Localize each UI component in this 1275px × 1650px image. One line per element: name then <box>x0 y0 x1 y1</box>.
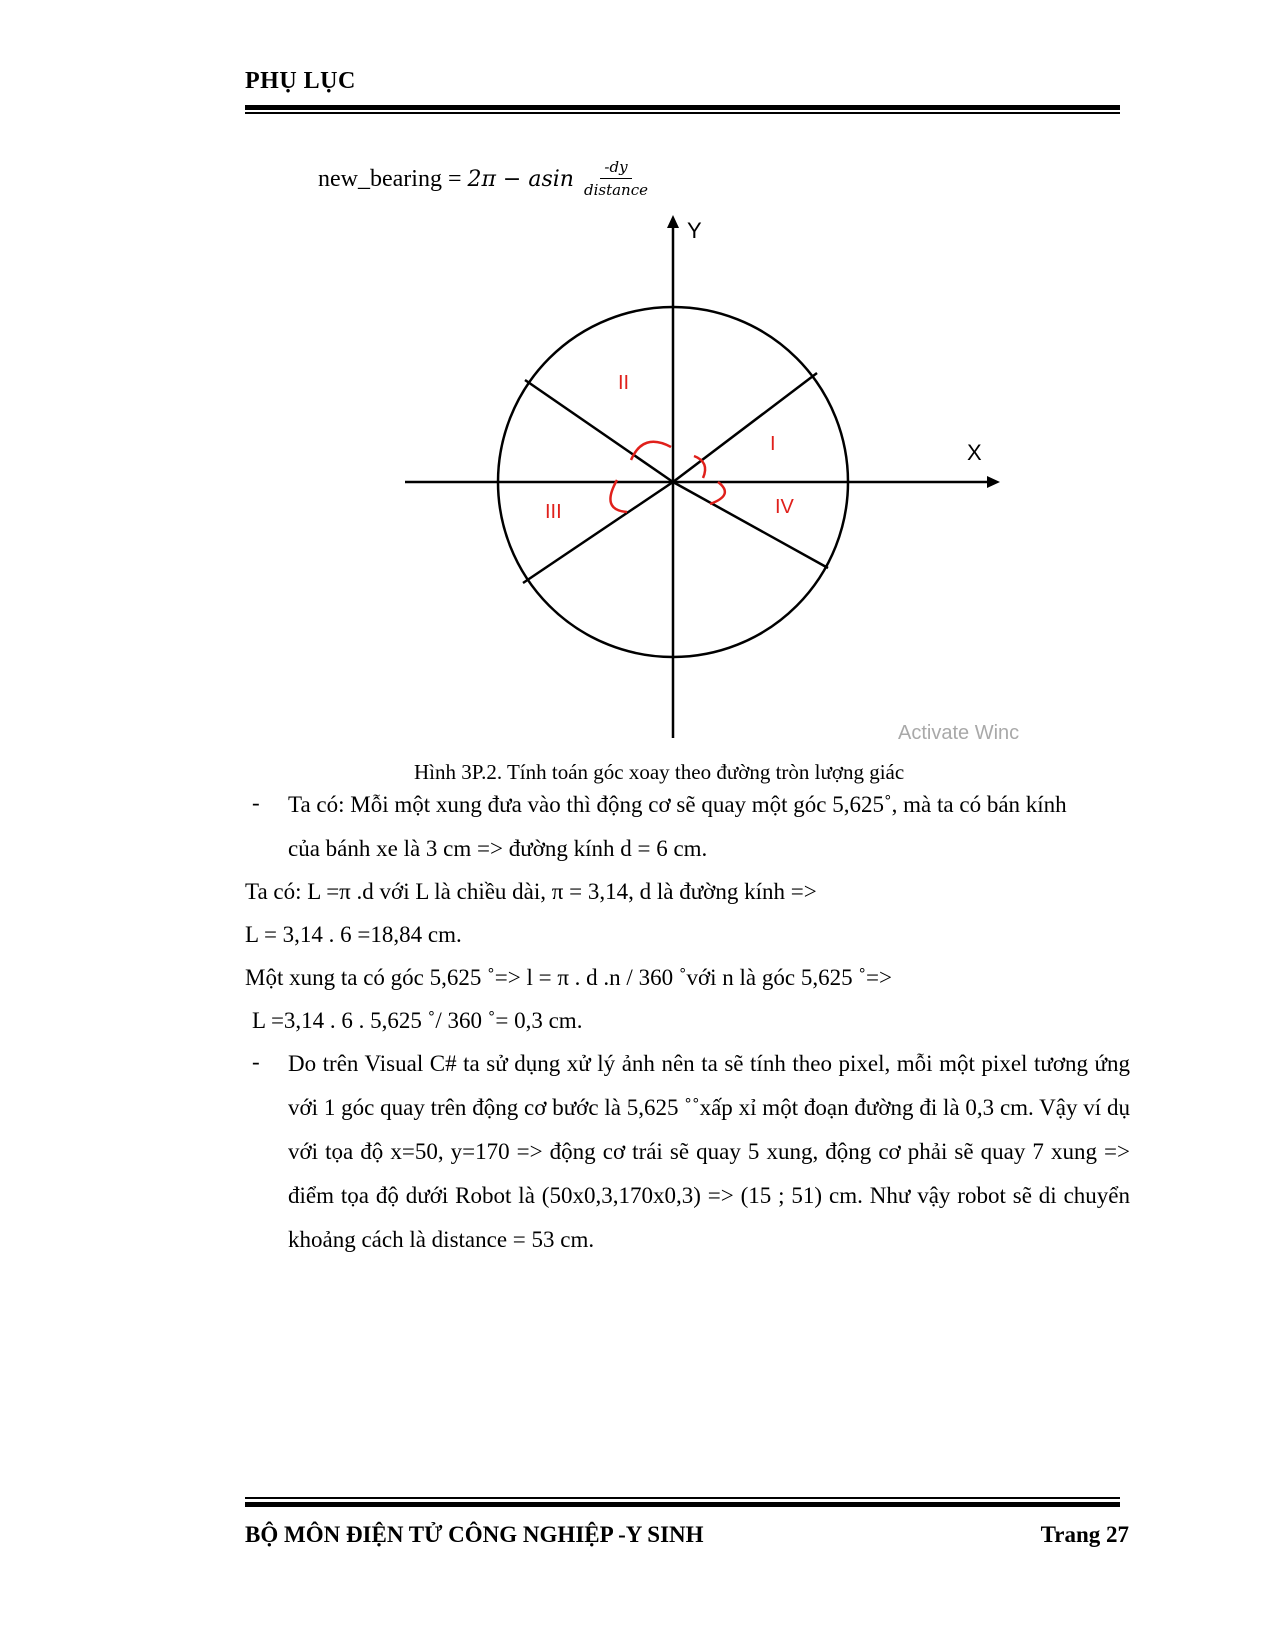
footer-rule-thick <box>245 1502 1120 1507</box>
quadrant-label-iii: III <box>545 501 562 523</box>
paragraph-circumference: Ta có: L =π .d với L là chiều dài, π = 3,14, d là đường kính => <box>245 879 817 904</box>
activate-windows-watermark: Activate Winc <box>898 722 1020 744</box>
header-rule-thick <box>245 105 1120 110</box>
bullet-1-line-1: Ta có: Mỗi một xung đưa vào thì động cơ sẽ quay một góc 5,625˚, mà ta có bán kính <box>288 792 1067 817</box>
radius-quadrant-iii <box>523 482 673 583</box>
bullet-mark-1: - <box>252 790 260 815</box>
quadrant-label-i: I <box>770 433 776 455</box>
figure-caption: Hình 3P.2. Tính toán góc xoay theo đường tròn lượng giác <box>414 760 905 784</box>
formula-fraction <box>584 160 648 198</box>
y-axis-arrowhead <box>667 215 679 228</box>
paragraph-circumference-value: L = 3,14 . 6 =18,84 cm. <box>245 922 462 947</box>
bullet-2-paragraph: Do trên Visual C# ta sử dụng xử lý ảnh nên ta sẽ tính theo pixel, mỗi một pixel tương ứng với 1 góc quay trên động cơ bước là 5,625 ˚˚xấp xỉ một đoạn đường đi là 0,3 cm. Vậy ví dụ với tọa độ x=50, y=170 => động cơ trái sẽ quay 5 xung, động cơ phải sẽ quay 7 xung => điểm tọa độ dưới Robot là (50x0,3,170x0,3) => (15 ; 51) cm. Như vậy robot sẽ di chuyển khoảng cách là distance = 53 cm. <box>288 1051 1130 1252</box>
trig-circle-diagram <box>405 210 1005 740</box>
angle-arc-iv <box>710 482 725 504</box>
y-axis-label: Y <box>687 218 702 243</box>
quadrant-label-ii: II <box>618 372 630 394</box>
x-axis-arrowhead <box>987 476 1000 488</box>
radius-quadrant-i <box>673 373 817 482</box>
paragraph-pulse-distance: Một xung ta có góc 5,625 ˚=> l = π . d .n / 360 ˚với n là góc 5,625 ˚=> <box>245 965 892 990</box>
formula-numerator: -dy <box>600 160 631 179</box>
header-rule-thin <box>245 112 1120 114</box>
formula-rhs: 2π − asin <box>467 166 574 192</box>
bullet-mark-2: - <box>252 1049 260 1074</box>
x-axis-label: X <box>967 440 982 465</box>
bullet-1-line-2: của bánh xe là 3 cm => đường kính d = 6 cm. <box>288 836 708 861</box>
quadrant-label-iv: IV <box>775 496 794 518</box>
radius-quadrant-iv <box>673 482 828 568</box>
footer-page-number: Trang 27 <box>1040 1522 1129 1547</box>
formula-lhs: new_bearing = <box>318 165 462 192</box>
angle-arc-iii <box>610 480 627 512</box>
header-title: PHỤ LỤC <box>245 68 356 94</box>
bearing-formula <box>318 160 648 198</box>
formula-denominator: distance <box>583 181 648 199</box>
footer-rule-thin <box>245 1497 1120 1499</box>
footer-department: BỘ MÔN ĐIỆN TỬ CÔNG NGHIỆP -Y SINH <box>245 1522 704 1547</box>
paragraph-pulse-distance-value: L =3,14 . 6 . 5,625 ˚/ 360 ˚= 0,3 cm. <box>252 1008 583 1033</box>
radius-quadrant-ii <box>525 380 673 482</box>
